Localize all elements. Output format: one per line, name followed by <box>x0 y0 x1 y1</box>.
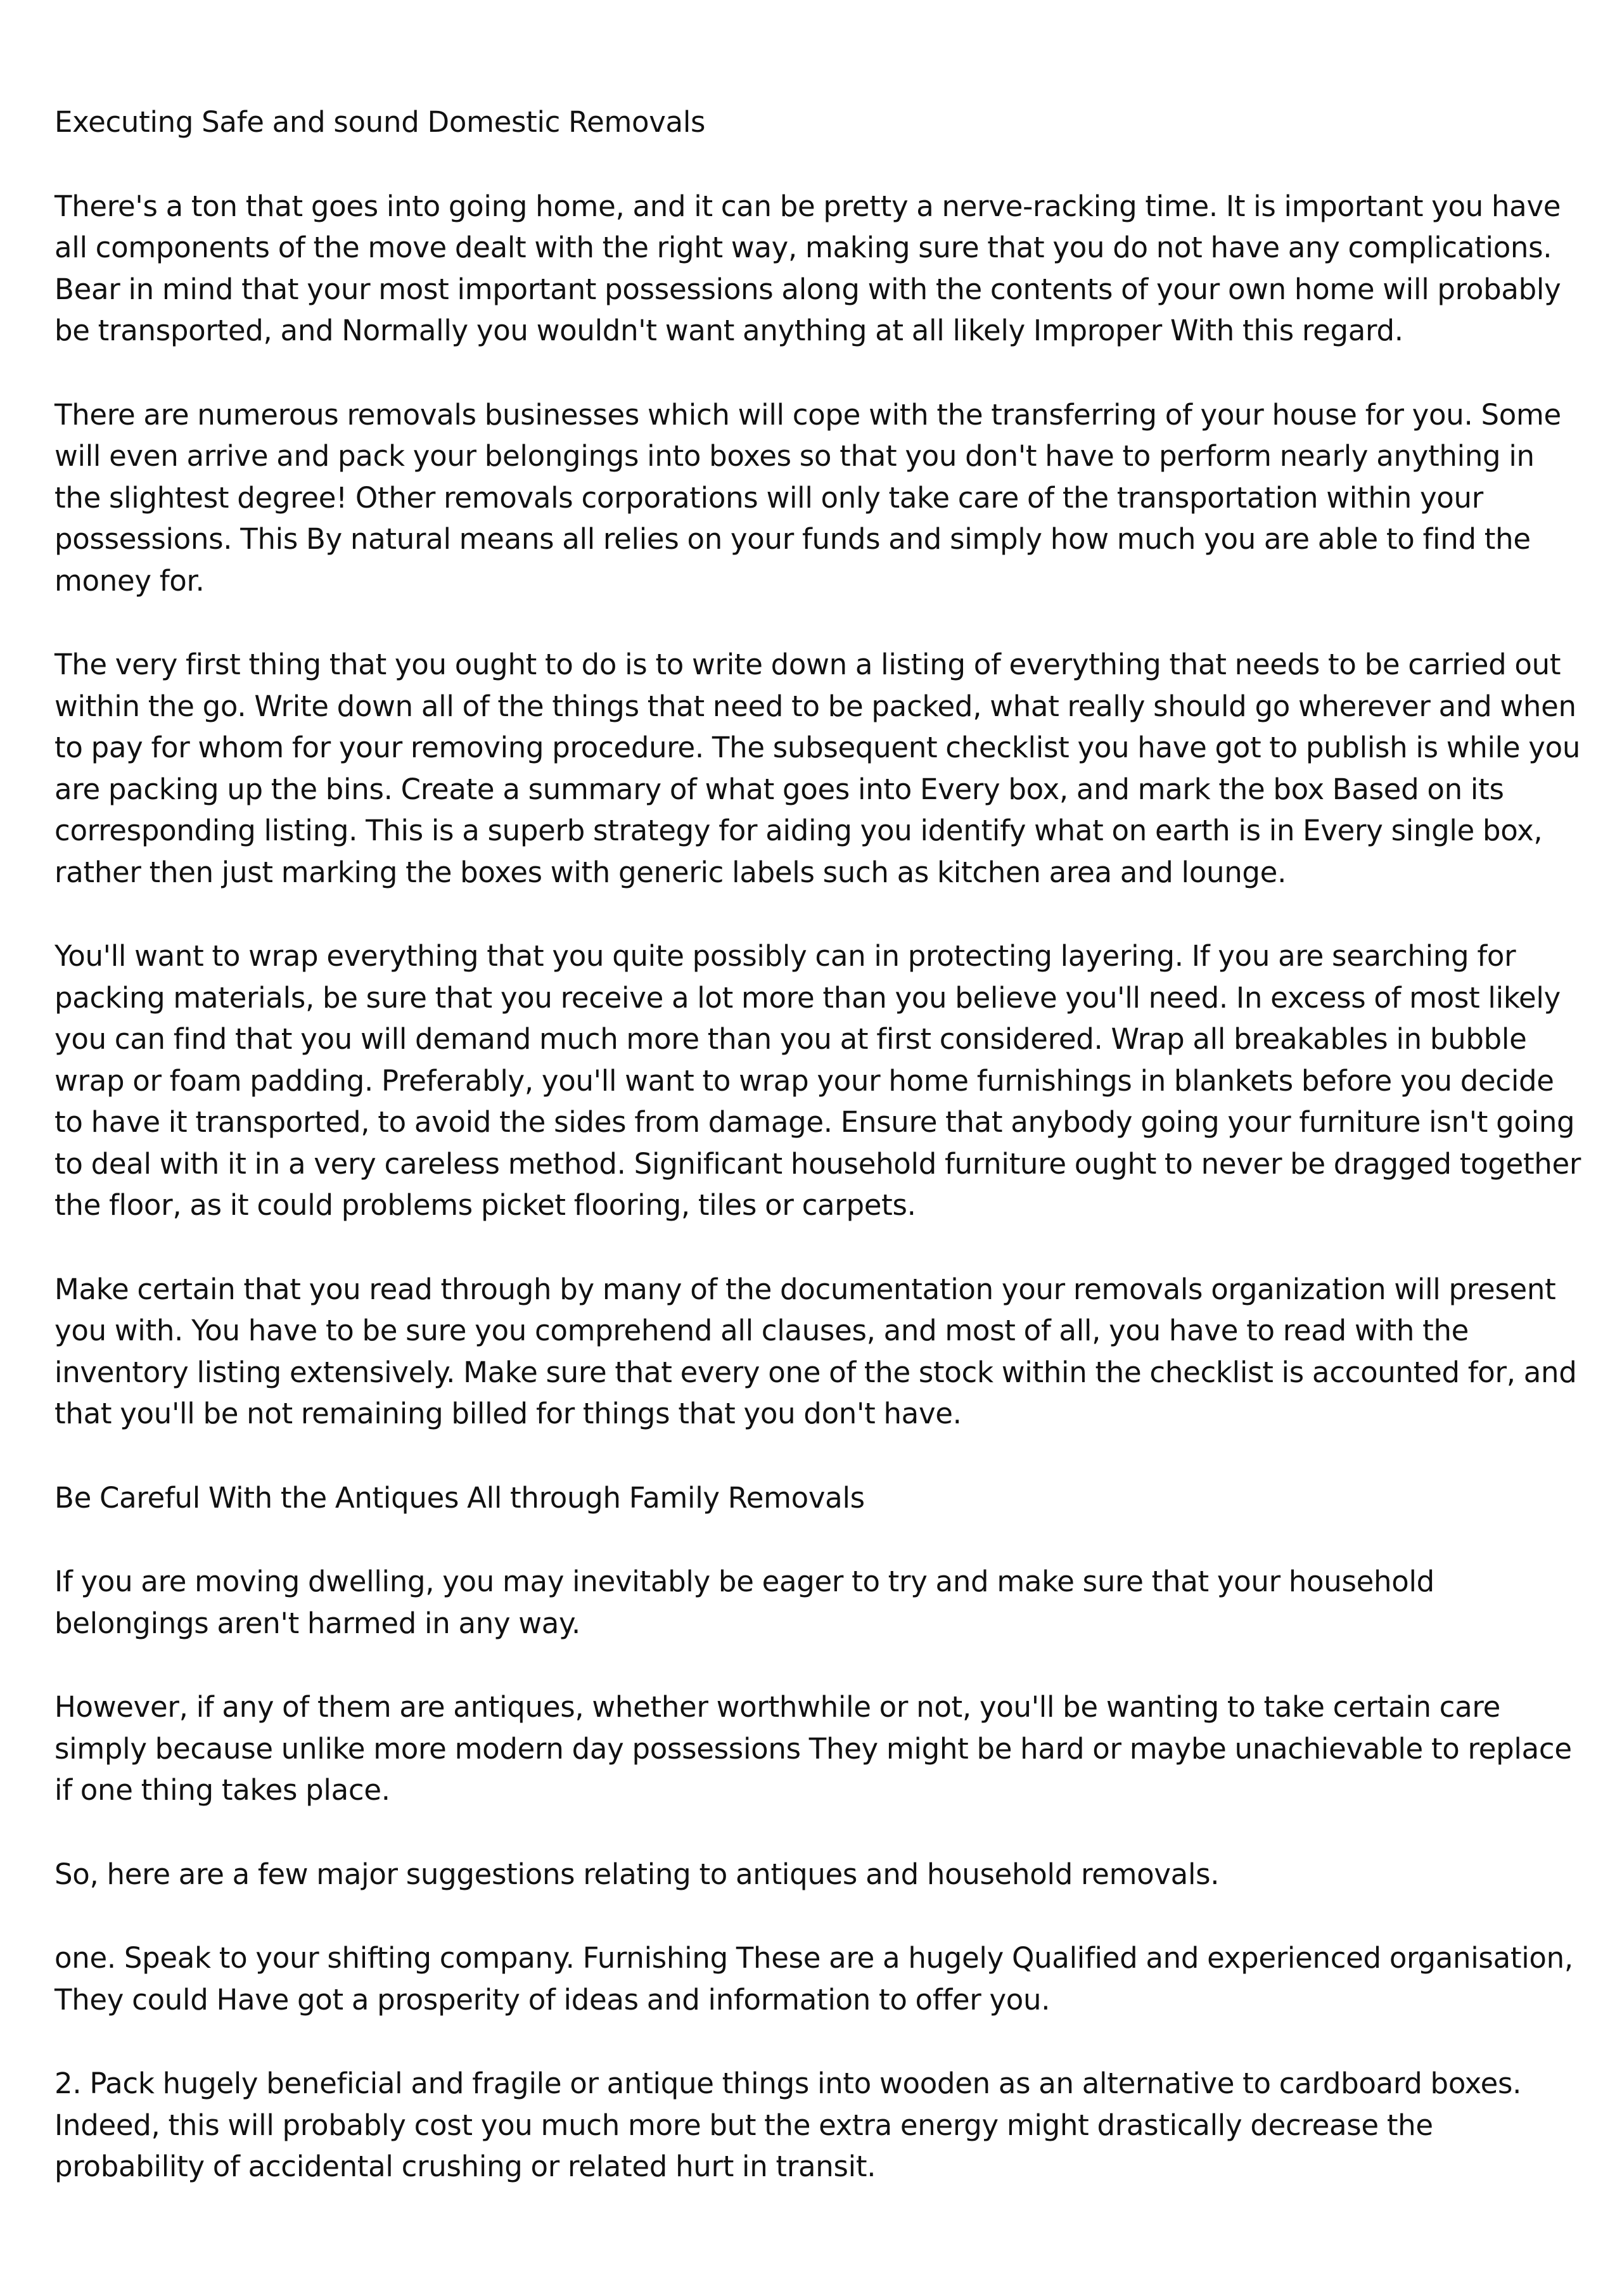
document-page <box>54 101 1588 2188</box>
paragraph-checklist: The very first thing that you ought to do is to write down a listing of everything that needs to be carried out within the go. Write down all of the things that need to be packed, what really should go wherever and when to pay for whom for your removing procedure. The subsequent checklist you have got to publish is while you are packing up the bins. Create a summary of what goes into Every box, and mark the box Based on its corresponding listing. This is a superb strategy for aiding you identify what on earth is in Every single box, rather then just marking the boxes with generic labels such as kitchen area and lounge. <box>54 648 1581 889</box>
paragraph-moving-dwelling: If you are moving dwelling, you may inevitably be eager to try and make sure that your household belongings aren't harmed in any way. <box>54 1565 1434 1640</box>
paragraph-removals-businesses: There are numerous removals businesses which will cope with the transferring of your house for you. Some will even arrive and pack your belongings into boxes so that you don't have to perform nearly anything in the slightest degree! Other removals corporations will only take care of the transportation within your possessions. This By natural means all relies on your funds and simply how much you are able to find the money for. <box>54 397 1561 598</box>
paragraph-documentation: Make certain that you read through by many of the documentation your removals organization will present you with. You have to be sure you comprehend all clauses, and most of all, you have to read with the inventory listing extensively. Make sure that every one of the stock within the checklist is accounted for, and that you'll be not remaining billed for things that you don't have. <box>54 1272 1577 1430</box>
list-item-one: one. Speak to your shifting company. Furnishing These are a hugely Qualified and experienced organisation, They could Have got a prosperity of ideas and information to offer you. <box>54 1941 1573 2017</box>
paragraph-wrapping: You'll want to wrap everything that you quite possibly can in protecting layering. If you are searching for packing materials, be sure that you receive a lot more than you believe you'll need. In excess of most likely you can find that you will demand much more than you at first considered. Wrap all breakables in bubble wrap or foam padding. Preferably, you'll want to wrap your home furnishings in blankets before you decide to have it transported, to avoid the sides from damage. Ensure that anybody going your furniture isn't going to deal with it in a very careless method. Significant household furniture ought to never be dragged together the floor, as it could problems picket flooring, tiles or carpets. <box>54 939 1581 1222</box>
paragraph-antiques-care: However, if any of them are antiques, whether worthwhile or not, you'll be wanting to take certain care simply because unlike more modern day possessions They might be hard or maybe unachievable to replace if one thing takes place. <box>54 1690 1572 1807</box>
paragraph-suggestions-intro: So, here are a few major suggestions relating to antiques and household removals. <box>54 1857 1220 1891</box>
section-heading-antiques: Be Careful With the Antiques All through Family Removals <box>54 1480 865 1515</box>
paragraph-intro: There's a ton that goes into going home, and it can be pretty a nerve-racking time. It is important you have all components of the move dealt with the right way, making sure that you do not have any complications. Bear in mind that your most important possessions along with the contents of your own home will probably be transported, and Normally you wouldn't want anything at all likely Improper With this regard. <box>54 189 1561 347</box>
document-heading: Executing Safe and sound Domestic Removals <box>54 105 706 139</box>
list-item-two: 2. Pack hugely beneficial and fragile or antique things into wooden as an alternative to cardboard boxes. Indeed, this will probably cost you much more but the extra energy might drastically decrease the probability of accidental crushing or related hurt in transit. <box>54 2067 1522 2183</box>
